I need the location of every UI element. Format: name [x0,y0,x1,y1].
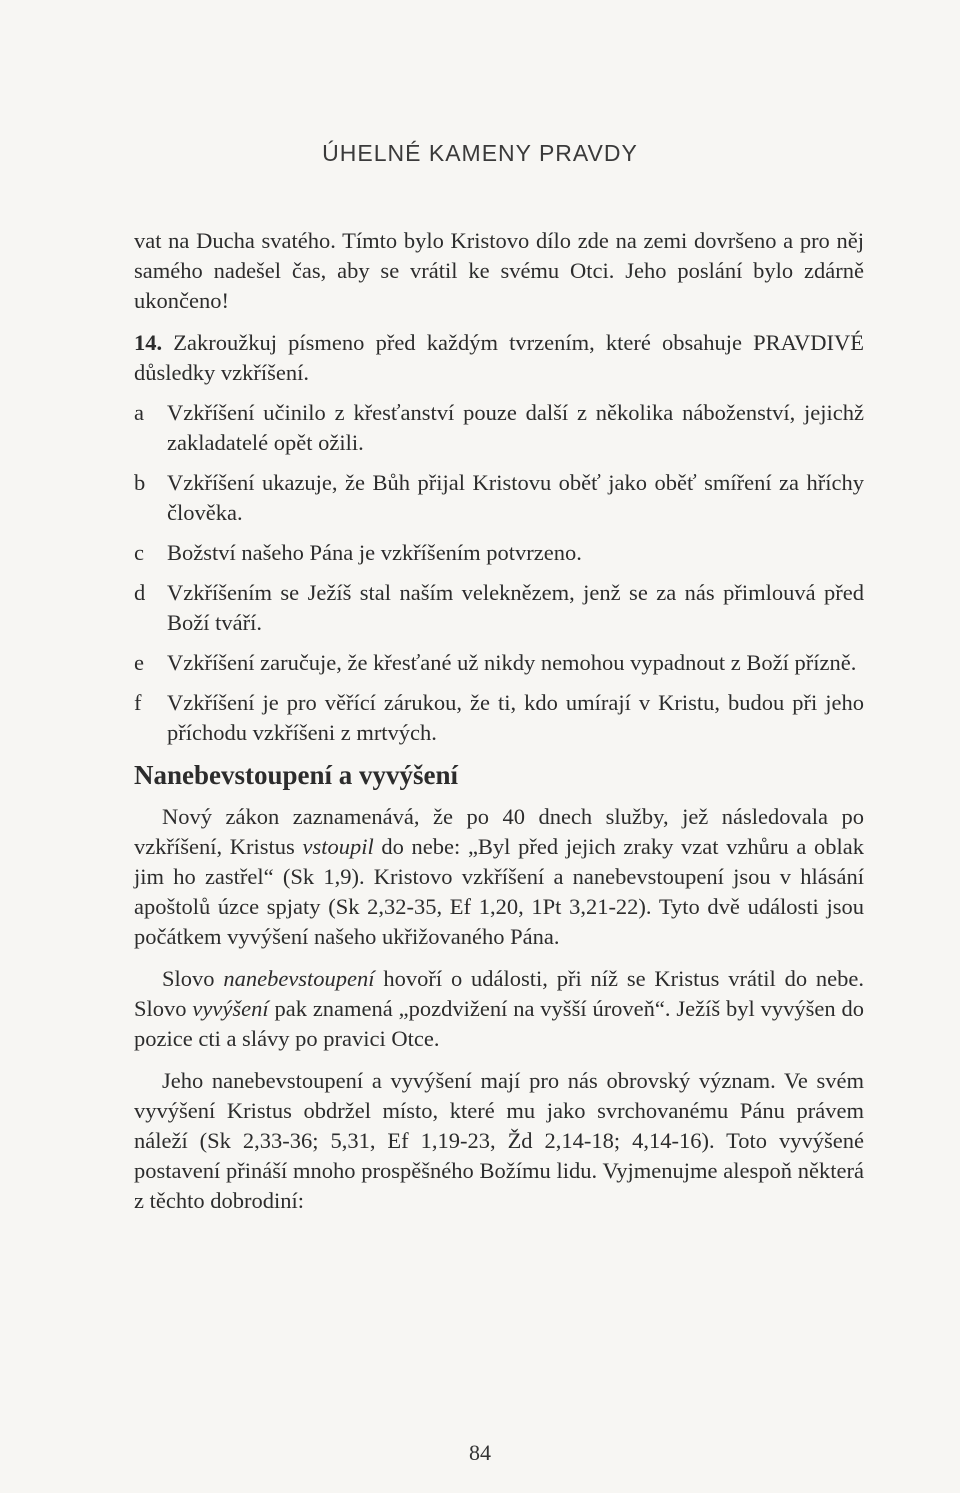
question-text: Zakroužkuj písmeno před každým tvrzením, které obsahuje PRAVDIVÉ důsledky vzkříšení. [134,330,864,385]
option-letter: a [134,400,144,425]
question-number: 14. [134,330,163,355]
body-paragraph-1 [134,802,864,952]
option-text: Vzkříšením se Ježíš stal naším veleknězem, jenž se za nás přimlouvá před Boží tváří. [167,580,864,635]
emphasis: vstoupil [302,834,374,859]
option-text: Vzkříšení zaručuje, že křesťané už nikdy nemohou vypadnout z Boží přízně. [167,650,857,675]
text-run: Nový zákon zaznamenává, že po 40 dnech služby, jež následovala po vzkříšení, Kristus [134,804,864,859]
emphasis: nanebevstoupení [223,966,375,991]
page-body [134,226,864,1228]
answer-options [134,398,864,748]
option-c[interactable] [134,538,864,568]
body-paragraph-2 [134,964,864,1054]
question-14 [134,328,864,388]
body-paragraph-3: Jeho nanebevstoupení a vyvýšení mají pro nás obrovský význam. Ve svém vyvýšení Kristus obdržel místo, které mu jako svrchovanému Pánu právem náleží (Sk 2,33-36; 5,31, Ef 1,19-23, Žd 2,14-18; 4,14-16). Toto vyvýšené postavení přináší mnoho prospěšného Božímu lidu. Vyjmenujme alespoň některá z těchto dobrodiní: [134,1068,864,1213]
text-run: hovoří o události, při níž se Kristus vrátil do nebe. Slovo [134,966,864,1021]
page-number: 84 [469,1440,491,1465]
running-head: ÚHELNÉ KAMENY PRAVDY [322,140,638,166]
text-run: pak znamená „pozdvižení na vyšší úroveň“. Ježíš byl vyvýšen do pozice cti a slávy po pravici Otce. [134,996,864,1051]
option-text: Vzkříšení ukazuje, že Bůh přijal Kristovu oběť jako oběť smíření za hříchy člověka. [167,470,864,525]
option-letter: b [134,470,146,495]
text-run: Slovo [162,966,224,991]
option-b[interactable] [134,468,864,528]
option-letter: c [134,540,144,565]
option-e[interactable] [134,648,864,678]
text-run: do nebe: „Byl před jejich zraky vzat vzhůru a oblak jim ho zastřel“ (Sk 1,9). Kristovo vzkříšení a nanebevstoupení jsou v hlásání apoštolů úzce spjaty (Sk 2,32-35, Ef 1,20, 1Pt 3,21-22). Tyto dvě události jsou počátkem vyvýšení našeho ukřižovaného Pána. [134,834,864,949]
option-f[interactable] [134,688,864,748]
option-text: Božství našeho Pána je vzkříšením potvrzeno. [167,540,582,565]
option-a[interactable] [134,398,864,458]
option-letter: d [134,580,146,605]
option-d[interactable] [134,578,864,638]
option-letter: f [134,690,142,715]
option-text: Vzkříšení je pro věřící zárukou, že ti, kdo umírají v Kristu, budou při jeho příchodu vzkříšeni z mrtvých. [167,690,864,745]
option-text: Vzkříšení učinilo z křesťanství pouze další z několika náboženství, jejichž zakladatelé opět ožili. [167,400,864,455]
section-heading: Nanebevstoupení a vyvýšení [134,760,459,790]
option-letter: e [134,650,144,675]
emphasis: vyvýšení [192,996,269,1021]
intro-paragraph: vat na Ducha svatého. Tímto bylo Kristovo dílo zde na zemi dovršeno a pro něj samého nadešel čas, aby se vrátil ke svému Otci. Jeho poslání bylo zdárně ukončeno! [134,228,864,313]
